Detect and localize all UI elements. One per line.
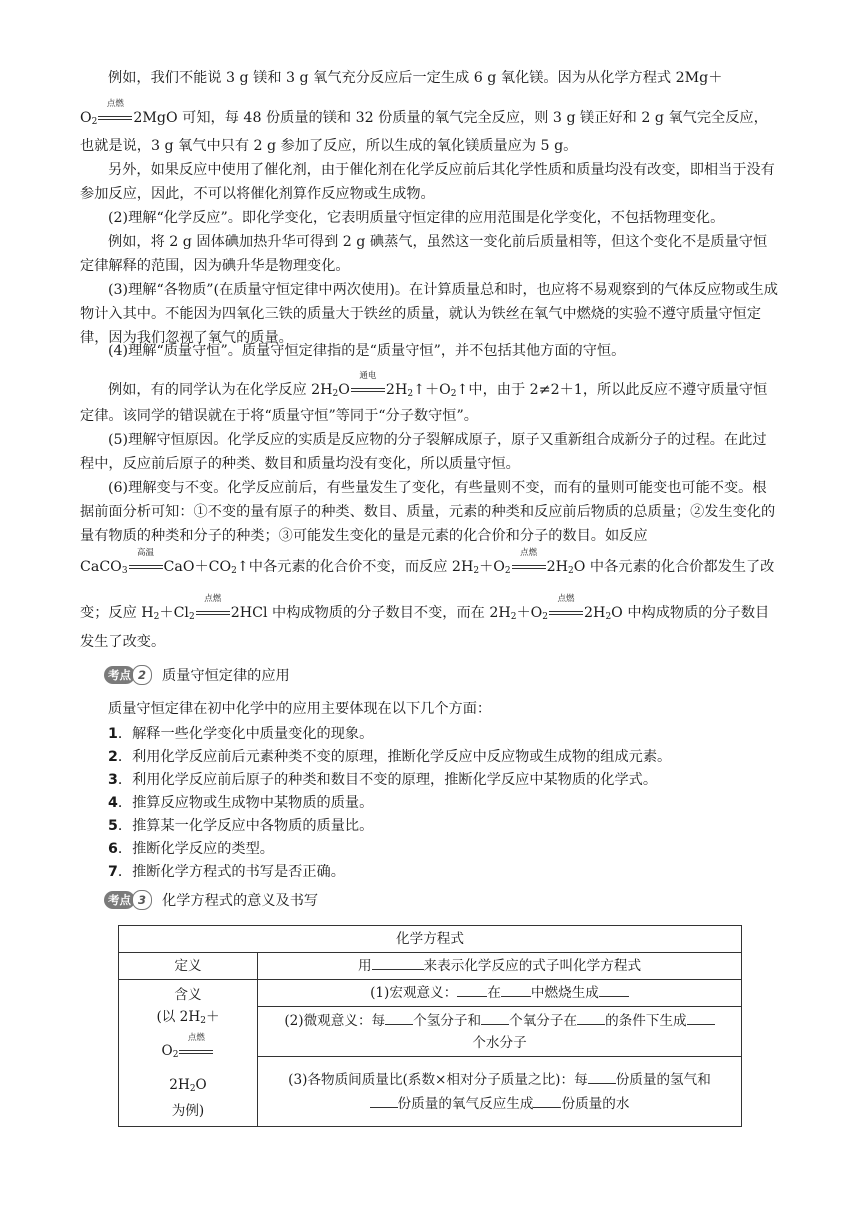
fill-blank[interactable] bbox=[533, 1093, 561, 1108]
para-conservation-reason: (5)理解守恒原因。化学反应的实质是反应物的分子裂解成原子，原子又重新组合成新分子的过程。在此过程中，反应前后原子的种类、数目和质量均没有变化，所以质量守恒。 bbox=[80, 432, 767, 472]
para-change-invariant: (6)理解变与不变。化学反应前后，有些量发生了变化，有些量则不变，而有的量则可能变也可能不变。根据前面分析可知：①不变的量有原子的种类、数目、质量，元素的种类和反应前后物质的总质量；②发生变化的量有物质的种类和分子的种类；③可能发生变化的量是元素的化合价和分子的数目。如反应 bbox=[80, 480, 776, 544]
fill-blank[interactable] bbox=[457, 982, 487, 997]
reaction-condition: 点燃 bbox=[512, 560, 546, 574]
table-micro-meaning: (2)微观意义：每 个氢分子和 个氧分子在 的条件下生成 个水分子 bbox=[258, 1007, 742, 1057]
kaodian-title: 质量守恒定律的应用 bbox=[162, 668, 290, 684]
list-item: 7．推断化学方程式的书写是否正确。 bbox=[108, 864, 345, 880]
fill-blank[interactable] bbox=[599, 982, 629, 997]
list-item: 3．利用化学反应前后原子的种类和数目不变的原理，推断化学反应中某物质的化学式。 bbox=[108, 772, 658, 788]
para-iodine-example: 例如，将 2 g 固体碘加热升华可得到 2 g 碘蒸气，虽然这一变化前后质量相等，但这个变化不是质量守恒定律解释的范围，因为碘升华是物理变化。 bbox=[80, 234, 768, 274]
reaction-condition: 点燃 bbox=[98, 111, 132, 125]
fill-blank[interactable] bbox=[372, 955, 424, 970]
reaction-condition: 点燃 bbox=[179, 1045, 213, 1059]
para11-line1: 变；反应 $H_2+Cl_2$ 点燃 2HCl 中构成物质的分子数目不变，而在 $2H_2+O_2$ 点燃 $2H_2O$ 中构成物质的分子数目 bbox=[80, 594, 770, 622]
para11-line2: 发生了改变。 bbox=[80, 634, 166, 650]
applications-intro: 质量守恒定律在初中化学中的应用主要体现在以下几个方面： bbox=[108, 701, 492, 717]
fill-blank[interactable] bbox=[577, 1010, 605, 1025]
table-label-meaning: 含义 (以 $2H_2+$ $O_2$ 点燃 $2H_2O$ 为例) bbox=[119, 980, 258, 1127]
fill-blank[interactable] bbox=[588, 1069, 616, 1084]
kaodian-2-heading bbox=[104, 665, 290, 685]
reaction-condition: 点燃 bbox=[196, 606, 230, 620]
kaodian-3-heading bbox=[104, 890, 318, 910]
list-item: 1．解释一些化学变化中质量变化的现象。 bbox=[108, 726, 374, 742]
fill-blank[interactable] bbox=[385, 1010, 413, 1025]
fill-blank[interactable] bbox=[501, 982, 531, 997]
para7-line1: 例如，有的同学认为在化学反应 $2H_2O$ 通电 $2H_2↑+O_2↑$中，由于 2≠2＋1，所以此反应不遵守质量守恒 bbox=[108, 371, 768, 399]
para-chemical-reaction: (2)理解“化学反应”。即化学变化，它表明质量守恒定律的应用范围是化学变化，不包括物理变化。 bbox=[108, 210, 725, 226]
list-item: 6．推断化学反应的类型。 bbox=[108, 841, 274, 857]
reaction-condition: 通电 bbox=[351, 383, 385, 397]
para1-line2: $O_2$ 点燃 2MgO 可知，每 48 份质量的镁和 32 份质量的氧气完全反应，则 3 g 镁正好和 2 g 氧气完全反应， bbox=[80, 99, 768, 127]
para-mass-conservation: (4)理解“质量守恒”。质量守恒定律指的是“质量守恒”，并不包括其他方面的守恒。 bbox=[108, 343, 626, 359]
table-macro-meaning: (1)宏观意义： 在 中燃烧生成 bbox=[258, 980, 742, 1007]
equation-table bbox=[118, 925, 742, 1127]
para7-line2: 定律。该同学的错误就在于将“质量守恒”等同于“分子数守恒”。 bbox=[80, 408, 478, 424]
list-item: 2．利用化学反应前后元素种类不变的原理，推断化学反应中反应物或生成物的组成元素。 bbox=[108, 749, 672, 765]
para1-line3: 也就是说，3 g 氧气中只有 2 g 参加了反应，所以生成的氧化镁质量应为 5 g。 bbox=[80, 138, 578, 154]
kaodian-title: 化学方程式的意义及书写 bbox=[162, 893, 319, 909]
table-mass-ratio: (3)各物质间质量比(系数×相对分子质量之比)：每 份质量的氢气和 份质量的氧气反应生成 份质量的水 bbox=[258, 1057, 742, 1127]
para-each-substance: (3)理解“各物质”(在质量守恒定律中两次使用)。在计算质量总和时，也应将不易观察到的气体反应物或生成物计入其中。不能因为四氧化三铁的质量大于铁丝的质量，就认为铁丝在氧气中燃烧的实验不遵守质量守恒定律，因为我们忽视了氧气的质量。 bbox=[80, 282, 778, 346]
list-item: 5．推算某一化学反应中各物质的质量比。 bbox=[108, 818, 374, 834]
fill-blank[interactable] bbox=[687, 1010, 715, 1025]
kaodian-badge: 考点 2 bbox=[104, 665, 152, 685]
table-label-definition: 定义 bbox=[119, 953, 258, 980]
fill-blank[interactable] bbox=[370, 1093, 398, 1108]
fill-blank[interactable] bbox=[481, 1010, 509, 1025]
para10-line: CaCO$_3$ 高温 $CaO+CO_2↑$中各元素的化合价不变，而反应 $2H_2+O_2$ 点燃 $2H_2O$ 中各元素的化合价都发生了改 bbox=[80, 548, 775, 576]
table-definition: 用 来表示化学反应的式子叫化学方程式 bbox=[258, 953, 742, 980]
reaction-condition: 高温 bbox=[129, 560, 163, 574]
para-catalyst: 另外，如果反应中使用了催化剂，由于催化剂在化学反应前后其化学性质和质量均没有改变，即相当于没有参加反应，因此，不可以将催化剂算作反应物或生成物。 bbox=[80, 162, 775, 202]
kaodian-badge: 考点 3 bbox=[104, 890, 152, 910]
list-item: 4．推算反应物或生成物中某物质的质量。 bbox=[108, 795, 374, 811]
reaction-condition: 点燃 bbox=[549, 606, 583, 620]
para1-line1: 例如，我们不能说 3 g 镁和 3 g 氧气充分反应后一定生成 6 g 氧化镁。因为从化学方程式 2Mg＋ bbox=[108, 70, 723, 86]
table-header: 化学方程式 bbox=[119, 926, 742, 953]
